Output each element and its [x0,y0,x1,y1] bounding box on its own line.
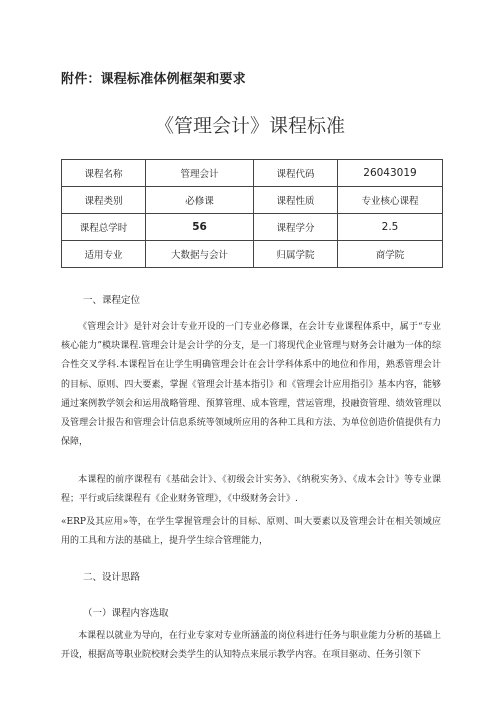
value-college: 商学院 [338,241,443,268]
section-heading-design-idea: 二、设计思路 [83,572,141,583]
label-course-category: 课程类别 [62,187,146,214]
table-row [62,160,443,187]
label-total-hours: 课程总学时 [62,214,146,241]
label-course-credits: 课程学分 [254,214,338,241]
label-course-code: 课程代码 [254,160,338,187]
table-row [62,241,443,268]
paragraph-course-positioning: 《管理会计》是针对会计专业开设的一门专业必修课，在会计专业课程体系中，属于“专业核心能力”模块课程.管理会计是会计学的分支，是一门将现代企业管理与财务会计融为一体的综合性交叉学科.本课程旨在让学生明确管理会计在会计学科体系中的地位和作用，熟悉管理会计的目标、原则、四大要素，掌握《管理会计基本指引》和《管理会计应用指引》基本内容，能够通过案例教学领会和运用战略管理、预算管理、成本管理，营运管理，投融资管理、绩效管理以及管理会计报告和管理会计信息系统等领域所应用的各种工具和方法、为单位创造价值提供有力保障， [61,322,441,448]
value-course-credits: 2.5 [338,214,443,241]
value-course-nature: 专业核心课程 [338,187,443,214]
attachment-heading: 附件：课程标准体例框架和要求 [61,72,246,87]
section-heading-course-positioning: 一、课程定位 [83,295,141,306]
course-info-table [61,159,443,268]
label-applicable-major: 适用专业 [62,241,146,268]
table-row [62,187,443,214]
label-course-name: 课程名称 [62,160,146,187]
table-row [62,214,443,241]
paragraph-erp-course: «ERP及其应用»等，在学生掌握管理会计的目标、原则、叫大要素以及管理会计在相关领域应用的工具和方法的基础上，提升学生综合管理能力， [61,517,441,547]
paragraph-prerequisite-courses: 本课程的前序课程有《基础会计》、《初级会计实务》、《纳税实务》、《成本会计》等专业课程；平行或后续课程有《企业财务管理》，《中级财务会计》. [61,475,441,505]
value-applicable-major: 大数据与会计 [146,241,254,268]
value-total-hours: 56 [146,214,254,241]
paragraph-content-selection: 本课程以就业为导向，在行业专家对专业所涵盖的岗位科进行任务与职业能力分析的基础上开设，根据高等职业院校财会类学生的认知特点来展示教学内容。在项目驱动、任务引领下 [61,631,441,661]
value-course-category: 必修课 [146,187,254,214]
subsection-heading-content-selection: （一）课程内容选取 [83,608,169,619]
label-college: 归属学院 [254,241,338,268]
value-course-code: 26043019 [338,160,443,187]
document-title: 《管理会计》课程标准 [154,115,345,137]
value-course-name: 管理会计 [146,160,254,187]
label-course-nature: 课程性质 [254,187,338,214]
